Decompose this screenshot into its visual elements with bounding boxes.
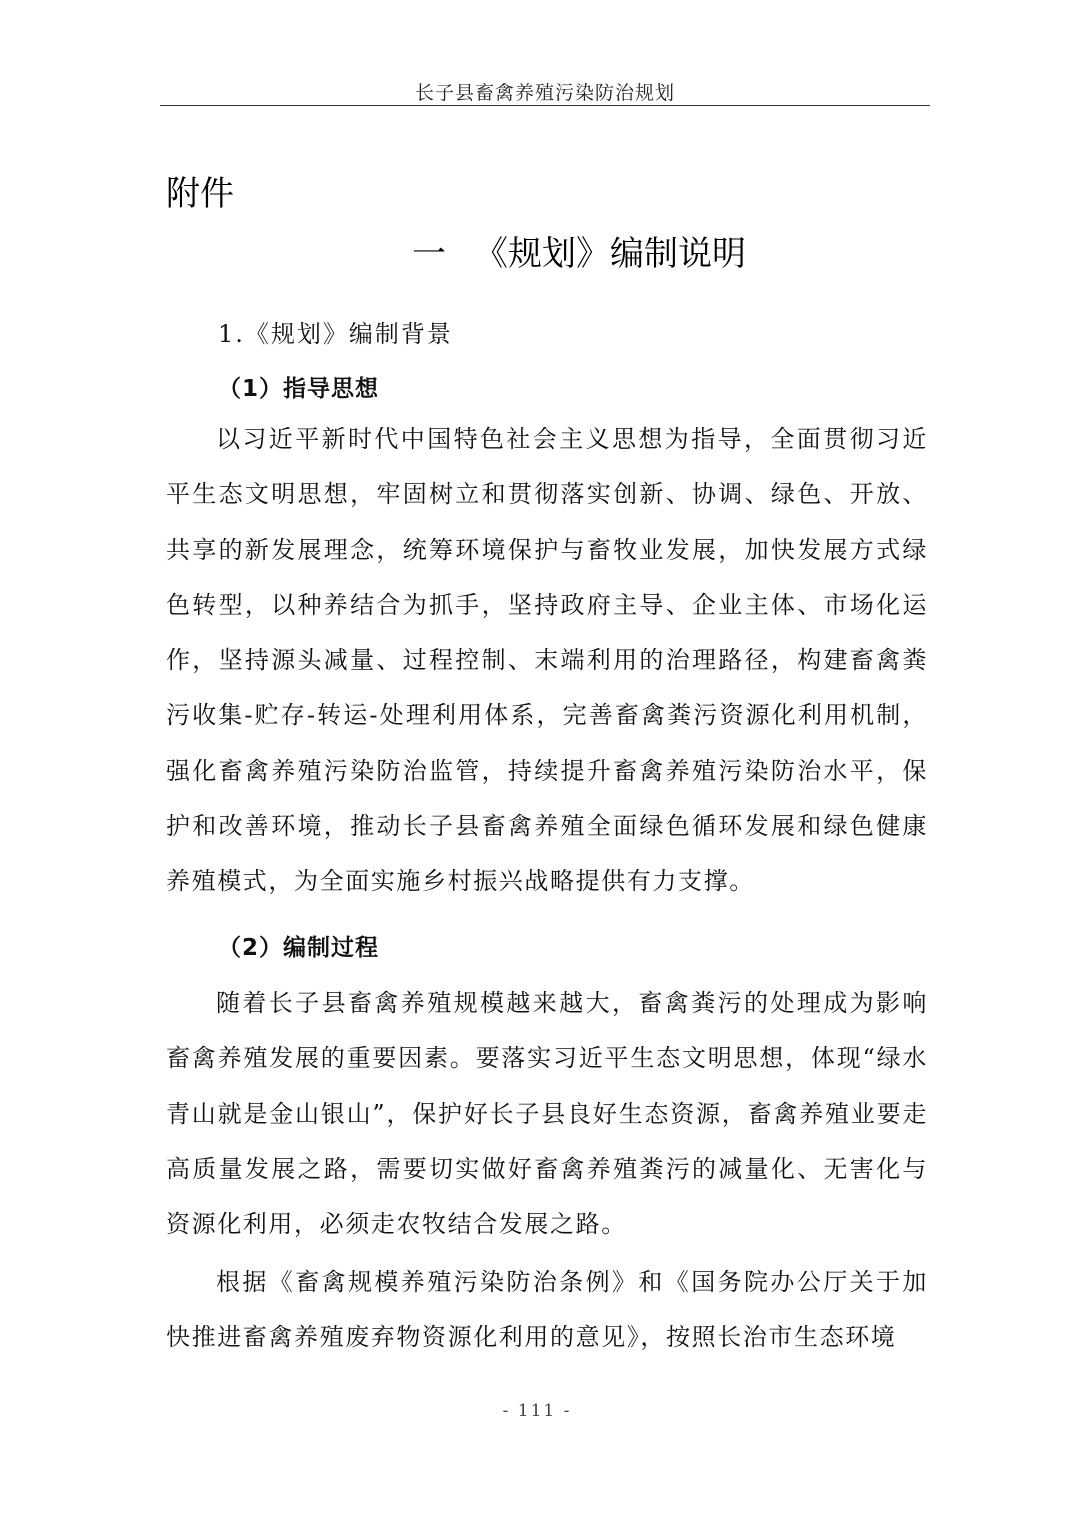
- paragraph-compilation-process-2: 根据《畜禽规模养殖污染防治条例》和《国务院办公厅关于加快推进畜禽养殖废弃物资源化利用的意见》，按照长治市生态环境: [166, 1268, 928, 1352]
- paragraph-compilation-process-1: 随着长子县畜禽养殖规模越来越大，畜禽粪污的处理成为影响畜禽养殖发展的重要因素。要落实习近平生态文明思想，体现“绿水青山就是金山银山”，保护好长子县良好生态资源，畜禽养殖业要走高质量发展之路，需要切实做好畜禽养殖粪污的减量化、无害化与资源化利用，必须走农牧结合发展之路。: [166, 989, 928, 1239]
- document-title: [412, 226, 746, 275]
- document-title-text: 《规划》编制说明: [474, 234, 746, 274]
- document-title-number: 一: [412, 234, 446, 274]
- running-header: 长子县畜禽养殖污染防治规划: [414, 82, 675, 104]
- section-heading-background: 1.《规划》编制背景: [218, 320, 453, 348]
- subsection-heading-compilation-process: （2）编制过程: [218, 935, 380, 961]
- appendix-label: 附件: [166, 174, 234, 214]
- paragraph-guiding-ideology: 以习近平新时代中国特色社会主义思想为指导，全面贯彻习近平生态文明思想，牢固树立和贯彻落实创新、协调、绿色、开放、共享的新发展理念，统筹环境保护与畜牧业发展，加快发展方式绿色转型，以种养结合为抓手，坚持政府主导、企业主体、市场化运作，坚持源头减量、过程控制、末端利用的治理路径，构建畜禽粪污收集-贮存-转运-处理利用体系，完善畜禽粪污资源化利用机制，强化畜禽养殖污染防治监管，持续提升畜禽养殖污染防治水平，保护和改善环境，推动长子县畜禽养殖全面绿色循环发展和绿色健康养殖模式，为全面实施乡村振兴战略提供有力支撑。: [166, 425, 928, 896]
- subsection-heading-guiding-ideology: （1）指导思想: [218, 376, 380, 402]
- header-rule: [160, 105, 930, 106]
- page-number: - 111 -: [502, 1401, 572, 1421]
